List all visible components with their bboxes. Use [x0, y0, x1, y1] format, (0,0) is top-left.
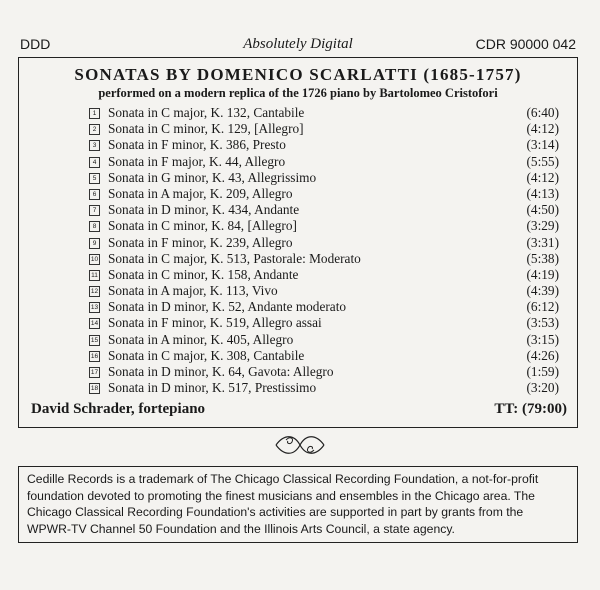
track-row — [89, 137, 559, 153]
absolutely-digital-label: Absolutely Digital — [243, 36, 353, 52]
track-title: Sonata in F minor, K. 519, Allegro assai — [108, 315, 322, 331]
track-duration: (3:15) — [526, 331, 559, 347]
track-number-box: 9 — [89, 238, 100, 249]
track-duration: (3:20) — [526, 380, 559, 396]
ddd-code: DDD — [20, 36, 51, 52]
total-time: TT: (79:00) — [494, 401, 567, 417]
track-duration: (4:13) — [526, 185, 559, 201]
track-number-box: 18 — [90, 385, 99, 393]
track-number-box: 14 — [90, 320, 99, 328]
track-title: Sonata in C minor, K. 84, [Allegro] — [108, 218, 297, 234]
track-duration: (5:38) — [526, 250, 559, 266]
track-title: Sonata in A major, K. 113, Vivo — [108, 283, 278, 299]
track-row — [89, 283, 559, 299]
track-duration: (3:29) — [526, 218, 559, 234]
track-title: Sonata in C major, K. 308, Cantabile — [108, 347, 305, 363]
track-title: Sonata in A major, K. 209, Allegro — [108, 185, 293, 201]
track-number-box: 2 — [89, 124, 100, 135]
track-number-box: 12 — [90, 288, 99, 296]
track-title: Sonata in D minor, K. 52, Andante moderato — [108, 299, 347, 315]
track-duration: (4:12) — [526, 169, 559, 185]
track-number-box: 4 — [89, 157, 100, 168]
track-title: Sonata in C major, K. 513, Pastorale: Moderato — [108, 250, 361, 266]
track-row — [89, 186, 559, 202]
track-title: Sonata in F minor, K. 386, Presto — [108, 137, 286, 153]
track-duration: (4:26) — [526, 347, 559, 363]
track-number-box: 16 — [90, 352, 99, 360]
track-number-box: 3 — [89, 140, 100, 151]
track-title: Sonata in C major, K. 132, Cantabile — [108, 105, 305, 120]
track-title: Sonata in C minor, K. 129, [Allegro] — [108, 121, 304, 137]
program-title: SONATAS BY DOMENICO SCARLATTI (1685-1757) — [74, 65, 522, 84]
track-title: Sonata in F minor, K. 239, Allegro — [108, 234, 293, 250]
track-duration: (3:14) — [526, 137, 559, 153]
track-row — [89, 364, 559, 380]
track-duration: (1:59) — [526, 364, 559, 379]
track-title: Sonata in G minor, K. 43, Allegrissimo — [108, 169, 317, 185]
track-duration: (4:50) — [526, 202, 559, 218]
track-number-box: 11 — [89, 270, 100, 281]
track-duration: (4:12) — [526, 121, 559, 137]
catalog-number: CDR 90000 042 — [475, 36, 576, 52]
track-row — [89, 105, 559, 121]
track-number-box: 15 — [90, 336, 99, 344]
track-row — [89, 218, 559, 234]
track-row — [89, 315, 559, 331]
track-title: Sonata in C minor, K. 158, Andante — [108, 266, 299, 282]
track-number-box: 13 — [90, 304, 99, 312]
track-row — [89, 380, 559, 396]
track-duration: (3:31) — [526, 234, 559, 250]
track-duration: (4:39) — [526, 283, 559, 299]
foundation-notice: Cedille Records is a trademark of The Chicago Classical Recording Foundation, a not-for-profit foundation devoted to promoting the finest musicians and ensembles in the Chicago area. The Chicago Classical Recording Foundation's activities are supported in part by grants from the WPWR-TV Channel 50 Foundation and the Illinois Arts Council, a state agency. — [18, 466, 578, 543]
track-row — [89, 332, 559, 348]
program-subtitle: performed on a modern replica of the 1726 piano by Bartolomeo Cristofori — [98, 86, 498, 100]
scroll-flourish-icon — [272, 432, 328, 463]
track-duration: (6:12) — [526, 299, 559, 315]
track-title: Sonata in F major, K. 44, Allegro — [108, 153, 286, 169]
track-row — [89, 267, 559, 283]
track-number-box: 7 — [89, 205, 100, 216]
track-row — [89, 299, 559, 315]
track-row — [89, 154, 559, 170]
track-duration: (4:19) — [526, 266, 559, 282]
track-number-box: 17 — [90, 369, 99, 376]
track-row — [89, 121, 559, 137]
track-duration: (5:55) — [526, 153, 559, 169]
track-number-box: 5 — [89, 173, 100, 184]
track-title: Sonata in D minor, K. 64, Gavota: Allegro — [108, 364, 334, 379]
track-number-box: 6 — [89, 189, 100, 200]
track-number-box: 1 — [89, 108, 100, 119]
track-title: Sonata in D minor, K. 434, Andante — [108, 202, 300, 218]
track-title: Sonata in A minor, K. 405, Allegro — [108, 331, 294, 347]
track-title: Sonata in D minor, K. 517, Prestissimo — [108, 380, 317, 396]
track-row — [89, 202, 559, 218]
track-list — [89, 105, 559, 396]
program-box — [18, 57, 578, 428]
track-row — [89, 251, 559, 267]
track-row — [89, 235, 559, 251]
track-row — [89, 170, 559, 186]
track-row — [89, 348, 559, 364]
performer-credit: David Schrader, fortepiano — [31, 401, 206, 417]
track-duration: (3:53) — [526, 315, 559, 331]
track-duration: (6:40) — [526, 105, 559, 120]
track-number-box: 10 — [90, 255, 99, 263]
track-number-box: 8 — [89, 221, 100, 232]
